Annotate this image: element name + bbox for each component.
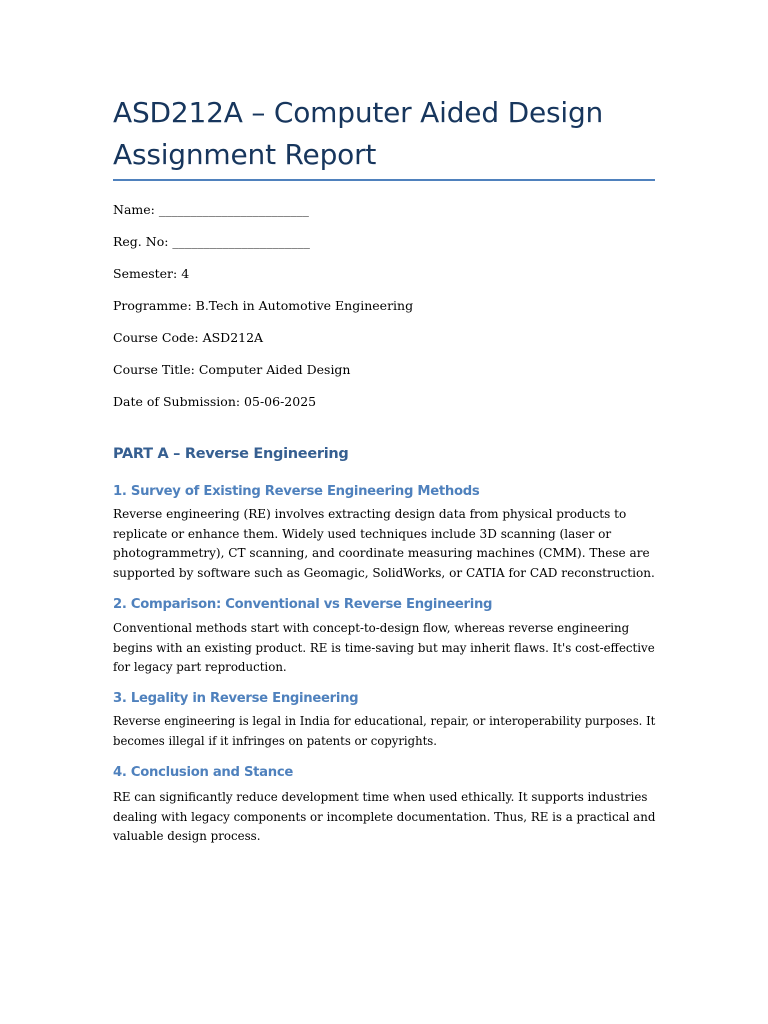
section-4-body: [113, 787, 686, 846]
semester-field: Semester: 4: [113, 266, 190, 281]
course-code-field: Course Code: ASD212A: [113, 330, 264, 345]
body-line: Conventional methods start with concept-to-design flow, whereas reverse engineering: [113, 620, 630, 635]
title-line: Assignment Report: [113, 138, 377, 171]
body-line: begins with an existing product. RE is time-saving but may inherit flaws. It's cost-effective: [113, 639, 655, 655]
body-line: photogrammetry), CT scanning, and coordinate measuring machines (CMM). These are: [113, 545, 650, 560]
body-line: supported by software such as Geomagic, SolidWorks, or CATIA for CAD reconstruction.: [113, 564, 655, 580]
section-2-body: [113, 618, 687, 677]
body-line: for legacy part reproduction.: [113, 659, 287, 674]
course-title-field: Course Title: Computer Aided Design: [113, 362, 351, 377]
body-line: valuable design process.: [113, 828, 261, 843]
programme-field: Programme: B.Tech in Automotive Engineering: [113, 298, 414, 313]
section-3-heading: 3. Legality in Reverse Engineering: [113, 691, 359, 706]
body-line: dealing with legacy components or incomplete documentation. Thus, RE is a practical and: [113, 808, 656, 824]
name-field: Name: ________________________: [113, 202, 309, 217]
body-line: replicate or enhance them. Widely used techniques include 3D scanning (laser or: [113, 525, 612, 541]
body-line: RE can significantly reduce development time when used ethically. It supports industries: [113, 789, 648, 804]
reg-no-field: Reg. No: ______________________: [113, 234, 310, 249]
submission-date-field: Date of Submission: 05-06-2025: [113, 394, 317, 409]
body-line: Reverse engineering is legal in India for educational, repair, or interoperability purposes. It: [113, 713, 656, 728]
section-1-heading: 1. Survey of Existing Reverse Engineering Methods: [113, 484, 480, 499]
body-line: Reverse engineering (RE) involves extracting design data from physical products to: [113, 506, 627, 521]
title-underline: [113, 179, 655, 181]
part-a-heading: PART A – Reverse Engineering: [113, 446, 349, 462]
title-line: ASD212A – Computer Aided Design: [113, 96, 604, 129]
body-line: becomes illegal if it infringes on patents or copyrights.: [113, 732, 437, 748]
section-4-heading: 4. Conclusion and Stance: [113, 765, 294, 780]
section-3-body: [113, 711, 695, 750]
section-1-body: [113, 504, 675, 582]
document-title: [113, 92, 655, 176]
section-2-heading: 2. Comparison: Conventional vs Reverse Engineering: [113, 597, 493, 612]
